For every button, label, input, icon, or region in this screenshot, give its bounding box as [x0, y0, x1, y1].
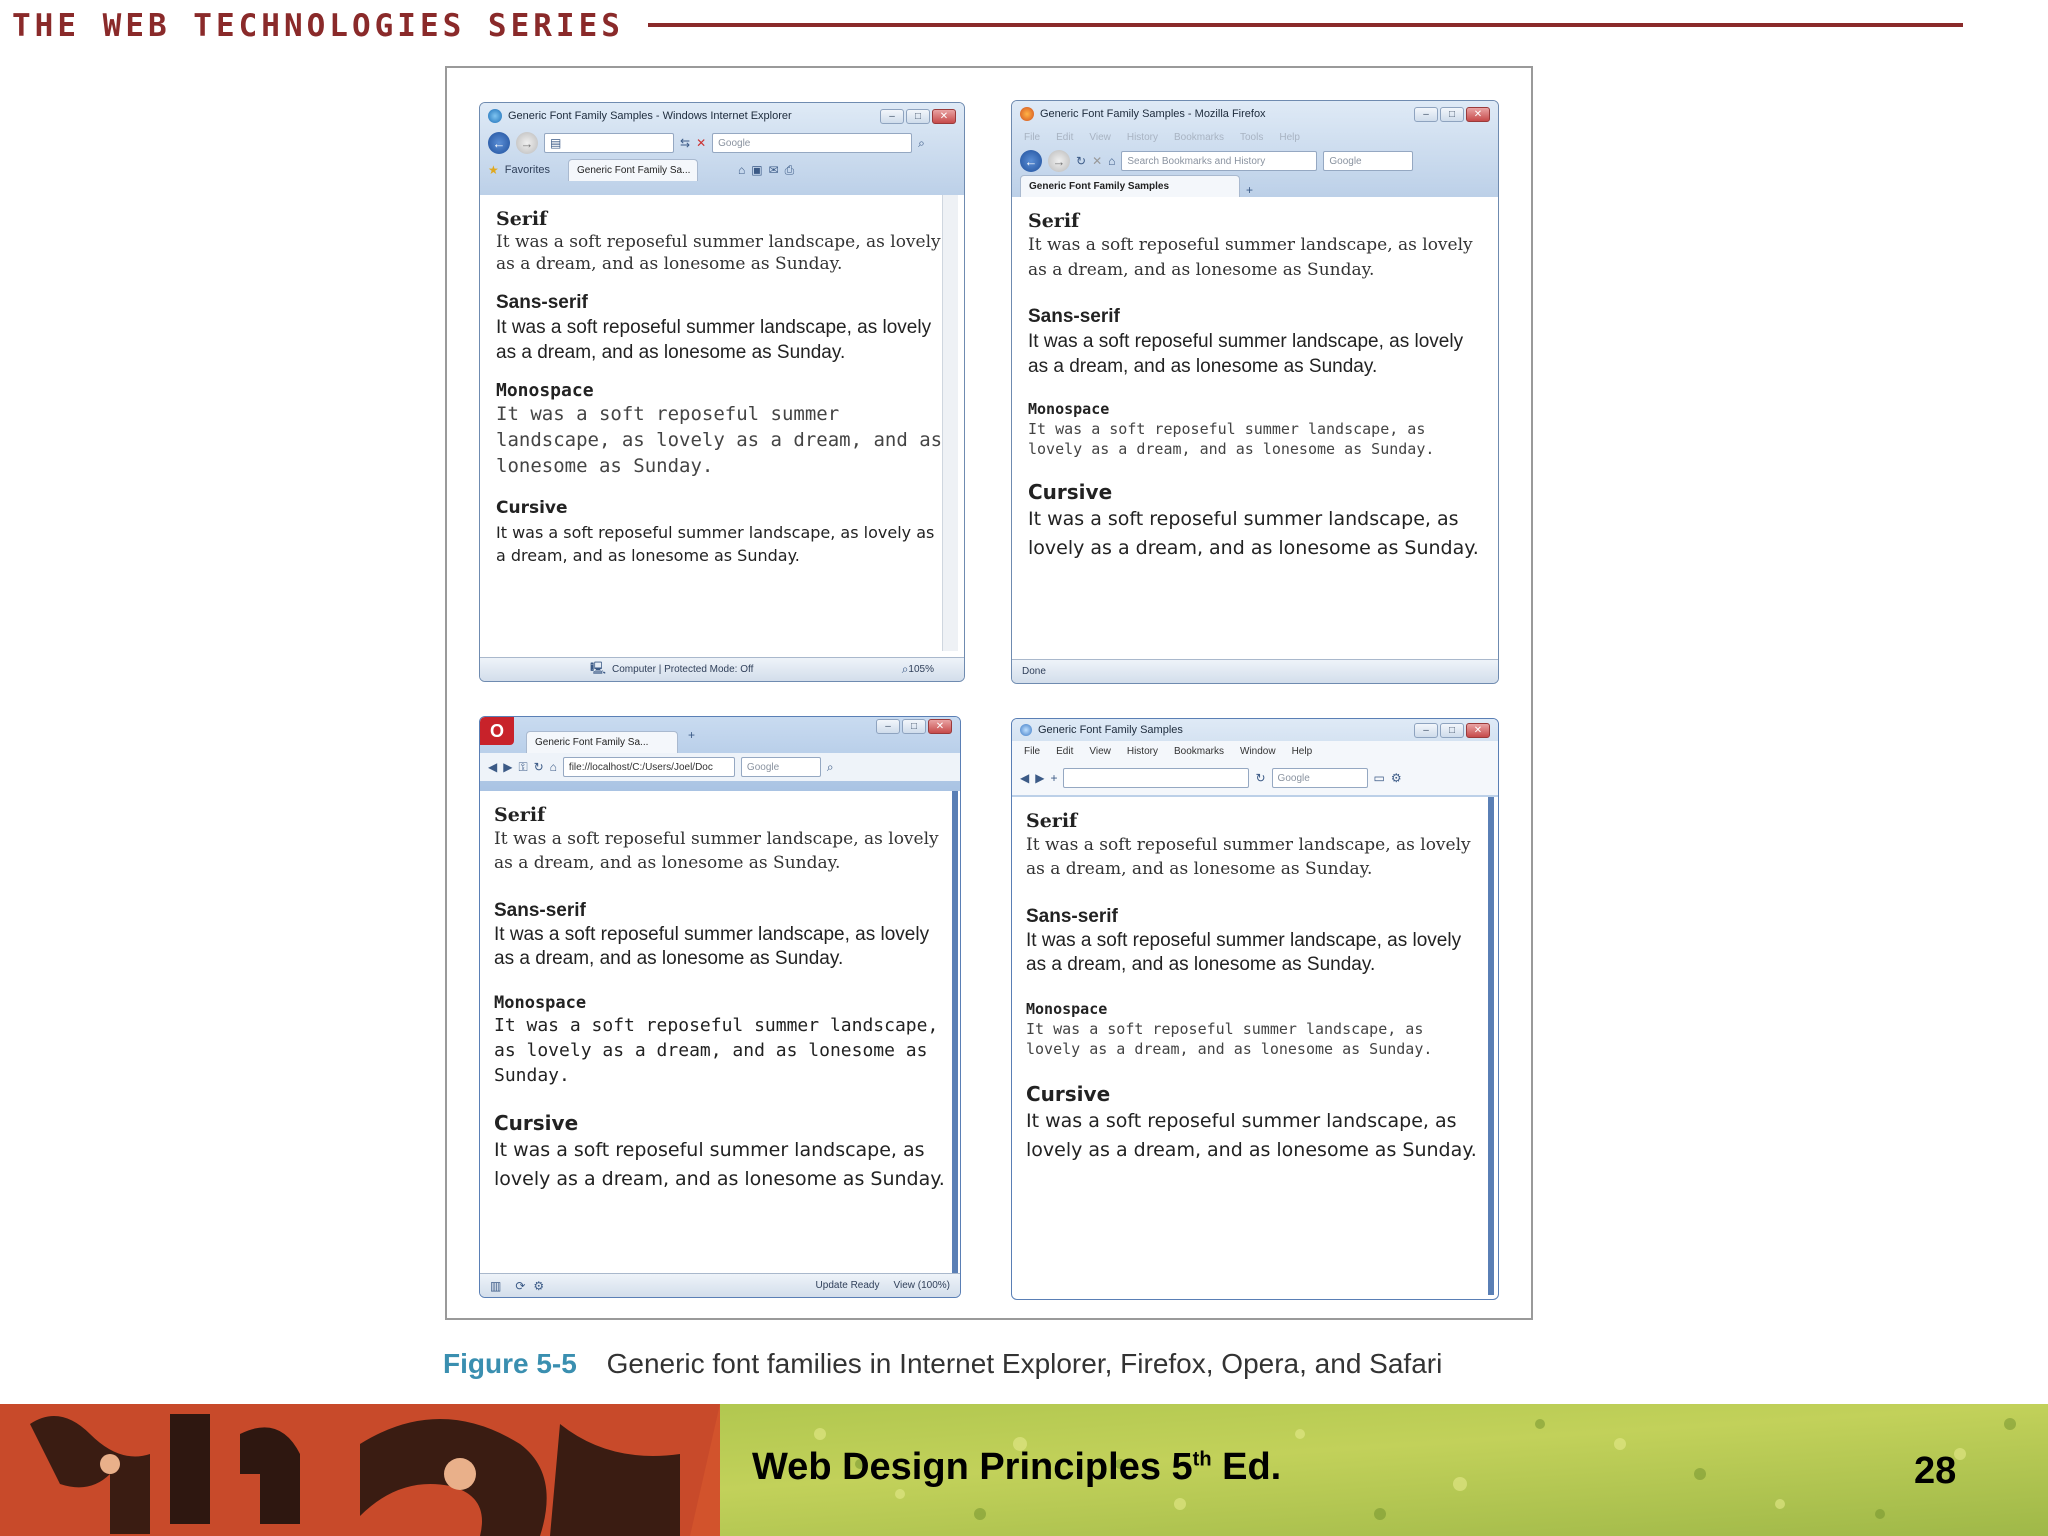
forward-button[interactable]: → [1048, 150, 1070, 172]
close-button[interactable]: ✕ [928, 719, 952, 734]
monospace-paragraph: It was a soft reposeful summer landscape, as lovely as a dream, and as lonesome as Sunday. [494, 1015, 939, 1086]
back-icon[interactable]: ◀ [488, 760, 498, 774]
serif-heading: Serif [1028, 210, 1080, 232]
maximize-button[interactable]: □ [906, 109, 930, 124]
reload-icon[interactable]: ↻ [1255, 771, 1266, 785]
close-button[interactable]: ✕ [1466, 723, 1490, 738]
favorites-button[interactable]: Favorites [504, 164, 551, 176]
cursive-paragraph: It was a soft reposeful summer landscape, as lovely as a dream, and as lonesome as Sunday. [496, 523, 935, 565]
panel-toggle-icon[interactable]: ▥ [490, 1278, 502, 1293]
cursive-paragraph: It was a soft reposeful summer landscape, as lovely as a dream, and as lonesome as Sunday. [1026, 1110, 1477, 1161]
close-button[interactable]: ✕ [1466, 107, 1490, 122]
computer-icon: 🖳 [590, 661, 607, 675]
status-bar [480, 657, 964, 681]
sans-serif-heading: Sans-serif [496, 292, 588, 313]
menu-edit[interactable]: Edit [1056, 131, 1074, 143]
status-text: Update Ready [815, 1280, 880, 1291]
safari-window [1011, 718, 1499, 1300]
sans-serif-heading: Sans-serif [494, 900, 586, 921]
home-icon[interactable]: ⌂ [549, 760, 557, 774]
address-bar[interactable]: Search Bookmarks and History [1121, 151, 1317, 171]
menu-window[interactable]: Window [1240, 745, 1276, 757]
serif-paragraph: It was a soft reposeful summer landscape, as lovely as a dream, and as lonesome as Sunday. [496, 232, 941, 274]
ie-window [479, 102, 965, 682]
zoom-level[interactable]: 105% [908, 664, 934, 675]
firefox-logo-icon [1020, 107, 1034, 121]
zoom-level[interactable]: View (100%) [893, 1280, 950, 1291]
search-input[interactable]: Google [741, 757, 821, 777]
header-divider [648, 23, 1963, 27]
stop-icon[interactable]: ✕ [696, 136, 707, 150]
menu-view[interactable]: View [1089, 745, 1111, 757]
search-input[interactable]: Google [712, 133, 912, 153]
serif-paragraph: It was a soft reposeful summer landscape, as lovely as a dream, and as lonesome as Sunday. [494, 829, 939, 873]
serif-heading: Serif [496, 208, 548, 230]
ie-window-title: Generic Font Family Samples - Windows Internet Explorer [508, 110, 792, 122]
serif-paragraph: It was a soft reposeful summer landscape, as lovely as a dream, and as lonesome as Sunday. [1026, 835, 1471, 879]
search-icon[interactable]: ⌕ [826, 759, 834, 774]
opera-window [479, 716, 961, 1298]
cursive-paragraph: It was a soft reposeful summer landscape, as lovely as a dream, and as lonesome as Sunday. [1028, 508, 1479, 559]
menu-file[interactable]: File [1024, 745, 1041, 757]
figure-frame [445, 66, 1533, 1320]
refresh-icon[interactable]: ⇆ [680, 136, 691, 150]
page-menu-icon[interactable]: ▭ [1373, 771, 1385, 785]
zoom-icon[interactable]: ⌕ [901, 662, 909, 676]
menu-tools[interactable]: Tools [1240, 131, 1264, 143]
safari-window-title: Generic Font Family Samples [1038, 724, 1183, 736]
cursive-heading: Cursive [1028, 480, 1113, 504]
unite-icon[interactable]: ⚙ [533, 1278, 545, 1293]
page-number: 28 [1914, 1450, 1957, 1492]
status-text: Computer | Protected Mode: Off [612, 664, 754, 675]
opera-page-content [484, 791, 958, 1273]
cursive-heading: Cursive [496, 498, 568, 518]
monospace-heading: Monospace [496, 380, 594, 401]
status-bar [480, 1273, 960, 1297]
firefox-page-content [1018, 197, 1494, 661]
minimize-button[interactable]: – [1414, 723, 1438, 738]
maximize-button[interactable]: □ [1440, 723, 1464, 738]
address-bar[interactable] [1063, 768, 1249, 788]
figure-caption-text: Generic font families in Internet Explorer, Firefox, Opera, and Safari [606, 1348, 1443, 1379]
monospace-heading: Monospace [1026, 1000, 1108, 1018]
forward-icon[interactable]: ▶ [1035, 771, 1045, 785]
vertical-scrollbar[interactable] [1488, 797, 1494, 1295]
search-icon[interactable]: ⌕ [918, 135, 925, 150]
back-icon[interactable]: ◀ [1020, 771, 1030, 785]
minimize-button[interactable]: – [876, 719, 900, 734]
new-tab-icon[interactable]: + [1246, 183, 1254, 197]
menu-view[interactable]: View [1089, 131, 1111, 143]
firefox-window [1011, 100, 1499, 684]
minimize-button[interactable]: – [880, 109, 904, 124]
vertical-scrollbar[interactable] [952, 791, 958, 1273]
new-tab-icon[interactable]: + [688, 728, 696, 742]
status-text: Done [1022, 666, 1046, 677]
back-button[interactable]: ← [488, 132, 510, 154]
stop-icon[interactable]: ✕ [1092, 154, 1103, 168]
tab-page[interactable]: Generic Font Family Sa... [568, 159, 698, 181]
menu-file[interactable]: File [1024, 131, 1041, 143]
add-bookmark-icon[interactable]: + [1050, 771, 1058, 785]
address-bar[interactable]: file://localhost/C:/Users/Joel/Doc [563, 757, 735, 777]
opera-logo-icon: O [480, 717, 514, 745]
sans-serif-paragraph: It was a soft reposeful summer landscape, as lovely as a dream, and as lonesome as Sunday. [1028, 331, 1464, 377]
sans-serif-paragraph: It was a soft reposeful summer landscape, as lovely as a dream, and as lonesome as Sunday. [496, 317, 932, 363]
sans-serif-heading: Sans-serif [1028, 306, 1120, 327]
forward-button[interactable]: → [516, 132, 538, 154]
menu-history[interactable]: History [1126, 131, 1158, 143]
monospace-paragraph: It was a soft reposeful summer landscape, as lovely as a dream, and as lonesome as Sunday. [1028, 420, 1435, 458]
menu-history[interactable]: History [1126, 745, 1158, 757]
figure-caption [443, 1348, 1442, 1380]
sans-serif-paragraph: It was a soft reposeful summer landscape, as lovely as a dream, and as lonesome as Sunday. [1026, 930, 1462, 975]
monospace-paragraph: It was a soft reposeful summer landscape, as lovely as a dream, and as lonesome as Sunday. [1026, 1020, 1433, 1058]
reload-icon[interactable]: ↻ [533, 760, 544, 774]
book-title: Web Design Principles 5th Ed. [752, 1446, 1282, 1488]
menu-bar [1012, 741, 1498, 761]
sans-serif-paragraph: It was a soft reposeful summer landscape, as lovely as a dream, and as lonesome as Sunday. [494, 924, 930, 969]
safari-logo-icon [1020, 724, 1032, 736]
cursive-heading: Cursive [1026, 1082, 1111, 1106]
back-button[interactable]: ← [1020, 150, 1042, 172]
minimize-button[interactable]: – [1414, 107, 1438, 122]
search-input[interactable]: Google [1272, 768, 1368, 788]
search-input[interactable]: Google [1323, 151, 1413, 171]
firefox-window-title: Generic Font Family Samples - Mozilla Firefox [1040, 108, 1266, 120]
mail-icon[interactable]: ✉ [768, 163, 779, 177]
figure-label: Figure 5-5 [443, 1348, 577, 1379]
menu-bookmarks[interactable]: Bookmarks [1173, 131, 1224, 143]
monospace-heading: Monospace [1028, 400, 1110, 418]
favorites-star-icon: ★ [488, 163, 499, 177]
cursive-paragraph: It was a soft reposeful summer landscape, as lovely as a dream, and as lonesome as Sunday. [494, 1139, 945, 1190]
address-bar[interactable] [544, 133, 674, 153]
sync-icon[interactable]: ⟳ [515, 1278, 526, 1293]
menu-edit[interactable]: Edit [1056, 745, 1074, 757]
home-icon[interactable]: ⌂ [738, 163, 746, 177]
gear-icon[interactable]: ⚙ [1390, 771, 1402, 785]
menu-bar [1012, 127, 1498, 147]
tab-page[interactable]: Generic Font Family Sa... [526, 731, 678, 753]
menu-help[interactable]: Help [1291, 745, 1313, 757]
series-title: THE WEB TECHNOLOGIES SERIES [12, 8, 624, 44]
feeds-icon[interactable]: ▣ [751, 163, 763, 177]
monospace-paragraph: It was a soft reposeful summer landscape, as lovely as a dream, and as lonesome as Sunday. [496, 403, 943, 477]
status-bar [1012, 659, 1498, 683]
key-icon[interactable]: ⚿ [518, 759, 528, 774]
vertical-scrollbar[interactable] [942, 195, 958, 651]
tab-page[interactable]: Generic Font Family Samples [1020, 175, 1240, 197]
page-icon: ▤ [550, 136, 562, 150]
menu-help[interactable]: Help [1279, 131, 1300, 143]
reload-icon[interactable]: ↻ [1076, 154, 1087, 168]
print-icon[interactable]: ⎙ [784, 162, 795, 177]
serif-paragraph: It was a soft reposeful summer landscape, as lovely as a dream, and as lonesome as Sunday. [1028, 235, 1473, 280]
maximize-button[interactable]: □ [1440, 107, 1464, 122]
sans-serif-heading: Sans-serif [1026, 906, 1118, 927]
menu-bookmarks[interactable]: Bookmarks [1173, 745, 1224, 757]
monospace-heading: Monospace [494, 993, 587, 1013]
ie-page-content [486, 195, 958, 651]
close-button[interactable]: ✕ [932, 109, 956, 124]
maximize-button[interactable]: □ [902, 719, 926, 734]
safari-page-content [1016, 797, 1494, 1295]
home-icon[interactable]: ⌂ [1108, 154, 1116, 168]
serif-heading: Serif [494, 804, 546, 826]
ie-logo-icon [488, 109, 502, 123]
cursive-heading: Cursive [494, 1111, 579, 1135]
serif-heading: Serif [1026, 810, 1078, 832]
forward-icon[interactable]: ▶ [503, 760, 513, 774]
